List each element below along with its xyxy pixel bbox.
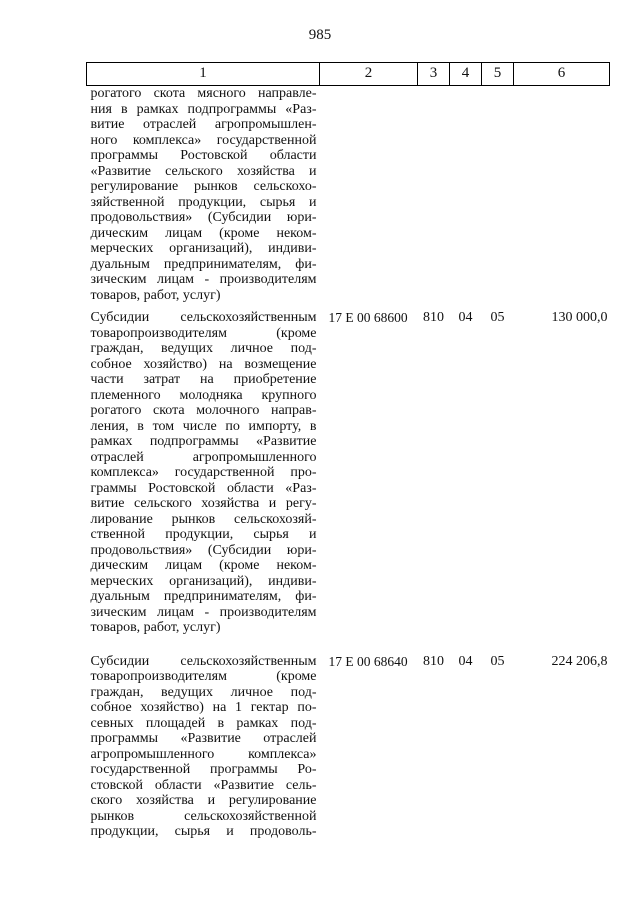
description-line: дическим лицам (кроме неком- [90,225,317,241]
target-article-code: 17 Е 00 68640 [328,653,408,669]
column-header-5: 5 [482,63,514,86]
page-number: 985 [308,27,332,43]
description-line: мерческих организаций), индиви- [90,573,317,589]
expense-type-code: 810 [423,653,444,669]
description-line: рогатого скота мясного направле- [90,86,317,101]
description-line: дическим лицам (кроме неком- [90,558,317,573]
target-article-code [320,86,418,304]
description-line: рынков сельскохозяйственной [90,808,317,824]
description-line: товаропроизводителям (кроме [90,325,317,341]
description-line: витие отраслей агропромышлен- [90,117,317,132]
description-line: стовской области «Развитие сель- [90,777,317,793]
row-description [87,303,320,636]
description-line: агропромышленного комплекса» [90,746,317,762]
amount [514,86,610,304]
section-code [450,86,482,304]
description-line: граждан, ведущих личное под- [90,341,317,356]
section-code: 04 [458,310,473,325]
description-line: зяйственной продукции, сырья и [90,194,317,210]
description-line: ского хозяйства и регулирование [90,793,317,808]
amount: 130 000,0 [551,310,608,325]
table-row [87,303,610,636]
amount: 224 206,8 [551,653,608,669]
column-header-4: 4 [450,63,482,86]
description-line: «Развитие сельского хозяйства и [90,163,317,179]
description-line: дуальным предпринимателям, фи- [90,589,317,604]
description-line: мерческих организаций), индиви- [90,241,317,256]
table-row [87,86,610,304]
description-line: собное хозяйство) на возмещение [90,356,317,372]
description-line: севных площадей в рамках под- [90,715,317,731]
description-line: товаропроизводителям (кроме [90,669,317,684]
description-line: отраслей агропромышленного [90,449,317,465]
expense-type-code: 810 [423,310,444,325]
description-line: ственной продукции, сырья и [90,527,317,542]
description-line: продукции, сырья и продоволь- [90,824,317,839]
description-line: Субсидии сельскохозяйственным [90,310,317,325]
description-line: ного комплекса» государственной [90,132,317,148]
description-line: продовольствия» (Субсидии юри- [90,542,317,558]
row-description [87,636,320,840]
column-header-2: 2 [320,63,418,86]
target-article-code: 17 Е 00 68600 [328,310,408,325]
description-line: лирование рынков сельскохозяй- [90,511,317,527]
budget-table [86,62,610,840]
description-line: части затрат на приобретение [90,372,317,387]
description-line: рамках подпрограммы «Развитие [90,434,317,449]
description-line: граммы Ростовской области «Раз- [90,480,317,496]
description-line: граждан, ведущих личное под- [90,684,317,700]
description-line: ления, в том числе по импорту, в [90,418,317,434]
description-line: витие сельского хозяйства и регу- [90,496,317,511]
column-header-1: 1 [87,63,320,86]
column-header-3: 3 [418,63,450,86]
description-line: племенного молодняка крупного [90,387,317,403]
description-line: рогатого скота молочного направ- [90,403,317,418]
table-header-row [87,63,610,86]
description-line: программы Ростовской области [90,148,317,163]
expense-type-code [418,86,450,304]
table-row [87,636,610,840]
description-line: товаров, работ, услуг) [90,287,221,303]
description-line: собное хозяйство) на 1 гектар по- [90,700,317,715]
description-line: государственной программы Ро- [90,762,317,777]
description-line: Субсидии сельскохозяйственным [90,653,317,669]
description-line: товаров, работ, услуг) [90,620,221,635]
description-line: продовольствия» (Субсидии юри- [90,210,317,225]
subsection-code: 05 [490,653,505,669]
description-line: зическим лицам - производителям [90,604,317,620]
description-line: регулирование рынков сельскохо- [90,179,317,194]
subsection-code [482,86,514,304]
section-code: 04 [458,653,473,669]
description-line: зическим лицам - производителям [90,272,317,287]
description-line: дуальным предпринимателям, фи- [90,256,317,272]
column-header-6: 6 [514,63,610,86]
description-line: комплекса» государственной про- [90,465,317,480]
row-description [87,86,320,304]
subsection-code: 05 [490,310,505,325]
description-line: ния в рамках подпрограммы «Раз- [90,101,317,117]
description-line: программы «Развитие отраслей [90,731,317,746]
